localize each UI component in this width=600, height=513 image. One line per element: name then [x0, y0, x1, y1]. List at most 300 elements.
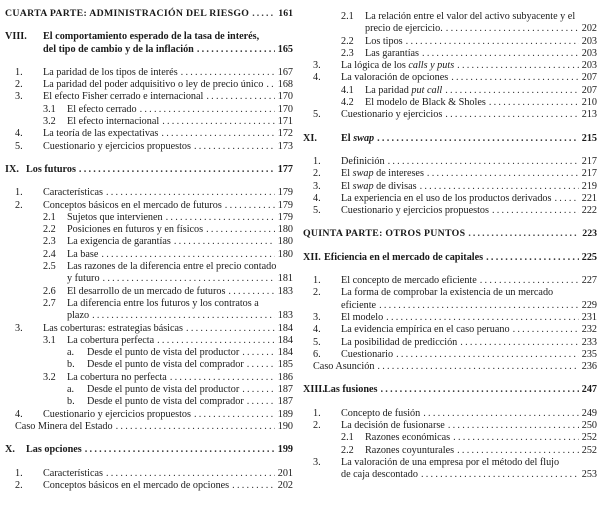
toc-entry[interactable]	[5, 236, 293, 248]
toc-entry[interactable]	[5, 261, 293, 273]
dot-leader	[197, 44, 275, 56]
entry-number: 2.2	[341, 35, 354, 47]
dot-leader	[106, 187, 275, 199]
entry-number: 3.	[313, 456, 321, 468]
toc-chapter-heading[interactable]	[5, 164, 293, 176]
page-number: 179	[277, 187, 293, 199]
dot-leader	[194, 409, 275, 421]
entry-title: El comportamiento esperado de la tasa de interés,	[43, 31, 260, 43]
dot-leader	[157, 335, 275, 347]
text-segment: El	[341, 132, 354, 144]
page-number: 203	[581, 60, 597, 72]
dot-leader	[513, 324, 579, 336]
dot-leader	[492, 205, 579, 217]
text-segment: de intereses	[373, 168, 424, 180]
toc-entry[interactable]	[5, 187, 293, 199]
page-number: 247	[581, 384, 597, 396]
toc-entry[interactable]	[5, 91, 293, 103]
dot-leader	[232, 480, 275, 492]
page-number: 167	[277, 66, 293, 78]
page-number: 184	[277, 322, 293, 334]
entry-title: El concepto de mercado eficiente	[341, 275, 477, 287]
toc-entry[interactable]	[5, 128, 293, 140]
toc-entry[interactable]	[5, 384, 293, 396]
toc-entry[interactable]	[303, 445, 597, 457]
entry-number: 5.	[15, 140, 23, 152]
toc-chapter-heading[interactable]	[5, 31, 293, 43]
toc-entry-continuation	[5, 44, 293, 56]
entry-title: Razones económicas	[365, 432, 451, 444]
entry-number: 1.	[313, 275, 321, 287]
toc-entry[interactable]	[303, 361, 597, 373]
entry-title: QUINTA PARTE: OTROS PUNTOS	[303, 228, 466, 240]
toc-entry[interactable]	[303, 337, 597, 349]
page-number: 217	[581, 168, 597, 180]
page-number: 221	[581, 192, 597, 204]
dot-leader	[79, 164, 275, 176]
toc-entry[interactable]	[303, 60, 597, 72]
text-segment: La paridad	[365, 84, 412, 96]
entry-number: 2.	[313, 420, 321, 432]
entry-title: La paridad de los tipos de interés	[43, 66, 178, 78]
entry-number: 3.1	[43, 334, 56, 346]
toc-entry[interactable]	[5, 421, 293, 433]
dot-leader	[379, 300, 579, 312]
toc-entry[interactable]	[5, 480, 293, 492]
page-number: 186	[277, 371, 293, 383]
dot-leader	[460, 337, 579, 349]
dot-leader	[252, 8, 275, 20]
entry-title: La paridad del poder adquisitivo o ley de precio único	[43, 79, 264, 91]
dot-leader	[420, 181, 579, 193]
entry-title: Concepto de fusión	[341, 407, 421, 419]
toc-entry[interactable]	[5, 286, 293, 298]
toc-entry[interactable]	[5, 141, 293, 153]
entry-title: Las fusiones	[324, 384, 378, 396]
entry-number: b.	[67, 359, 75, 371]
dot-leader	[554, 193, 579, 205]
page-number: 253	[581, 469, 597, 481]
toc-entry-continuation	[303, 300, 597, 312]
entry-number: 3.2	[43, 371, 56, 383]
dot-leader	[242, 347, 275, 359]
entry-number: 2.3	[43, 236, 56, 248]
page-number: 187	[277, 384, 293, 396]
entry-title: Cuestionario	[341, 348, 394, 360]
toc-entry[interactable]	[5, 224, 293, 236]
dot-leader	[468, 228, 579, 240]
entry-title: El desarrollo de un mercado de futuros	[67, 285, 226, 297]
dot-leader	[427, 168, 579, 180]
entry-title: Las razones de la diferencia entre el precio contado	[67, 261, 277, 273]
entry-title-continuation: plazo	[67, 310, 90, 322]
toc-entry[interactable]	[5, 335, 293, 347]
entry-number: 4.	[313, 192, 321, 204]
page-number: 232	[581, 324, 597, 336]
entry-title: La evidencia empírica en el caso peruano	[341, 324, 510, 336]
entry-title: La exigencia de garantías	[67, 236, 171, 248]
page-number: 217	[581, 155, 597, 167]
page-number: 184	[277, 347, 293, 359]
dot-leader	[103, 273, 275, 285]
entry-number: 4.	[15, 128, 23, 140]
page-number: 170	[277, 91, 293, 103]
entry-title: Desde el punto de vista del productor	[87, 384, 240, 396]
entry-title: El efecto cerrado	[67, 103, 137, 115]
dot-leader	[396, 349, 579, 361]
dot-leader	[489, 97, 579, 109]
entry-title: La cobertura no perfecta	[67, 371, 167, 383]
entry-number: 3.	[15, 91, 23, 103]
toc-entry[interactable]	[5, 116, 293, 128]
entry-title: La valoración de opciones	[341, 72, 449, 84]
toc-entry[interactable]	[5, 359, 293, 371]
toc-entry[interactable]	[303, 275, 597, 287]
dot-leader	[166, 212, 275, 224]
page-number: 181	[277, 273, 293, 285]
entry-number: 1.	[313, 155, 321, 167]
entry-title: Características	[43, 187, 103, 199]
toc-entry[interactable]	[303, 349, 597, 361]
entry-title: Conceptos básicos en el mercado de opciones	[43, 479, 230, 491]
page-number: 222	[581, 205, 597, 217]
page-number: 187	[277, 396, 293, 408]
entry-number: 2.1	[341, 11, 354, 22]
page-number: 203	[581, 35, 597, 47]
entry-number: 2.2	[341, 444, 354, 456]
entry-title: Caso Minera del Estado	[15, 420, 113, 432]
entry-title: Los tipos	[365, 35, 403, 47]
page-number: 249	[581, 407, 597, 419]
entry-number: 2.	[313, 287, 321, 299]
toc-entry[interactable]	[5, 200, 293, 212]
page-number: 161	[278, 8, 293, 19]
toc-entry[interactable]	[5, 104, 293, 116]
page-number: 207	[581, 84, 597, 96]
page-number: 225	[581, 251, 597, 263]
entry-number: 3.	[313, 311, 321, 323]
entry-number: 2.1	[341, 432, 354, 444]
entry-number: 2.	[15, 199, 23, 211]
page-number: 252	[581, 432, 597, 444]
toc-entry[interactable]	[303, 85, 597, 97]
entry-number: X.	[5, 444, 15, 456]
entry-title: La forma de comprobar la existencia de un mercado	[341, 287, 554, 299]
dot-leader	[480, 275, 579, 287]
toc-entry[interactable]	[5, 212, 293, 224]
italic-term: swap	[352, 180, 374, 192]
entry-title: Eficiencia en el mercado de capitales	[324, 251, 484, 263]
page-number: 199	[277, 444, 293, 456]
text-segment: La lógica de los	[341, 60, 409, 72]
toc-entry[interactable]	[303, 181, 597, 193]
dot-leader	[377, 361, 579, 373]
entry-title	[365, 85, 442, 97]
toc-entry[interactable]	[303, 193, 597, 205]
entry-title-continuation: precio de ejercicio.	[365, 23, 443, 35]
entry-number: 2.2	[43, 224, 56, 236]
dot-leader	[206, 224, 275, 236]
toc-entry[interactable]	[5, 396, 293, 408]
entry-number: 6.	[313, 348, 321, 360]
toc-column-left	[5, 8, 293, 492]
entry-number: 3.1	[43, 103, 56, 115]
entry-title	[341, 133, 374, 145]
italic-term: put call	[411, 84, 443, 96]
dot-leader	[386, 312, 579, 324]
entry-number: 2.1	[43, 211, 56, 223]
entry-number: VIII.	[5, 31, 27, 43]
toc-entry[interactable]	[303, 156, 597, 168]
entry-title	[341, 168, 424, 180]
entry-title: Las garantías	[365, 47, 420, 59]
entry-number: 1.	[15, 66, 23, 78]
page-number: 183	[277, 310, 293, 322]
entry-title: Las coberturas: estrategias básicas	[43, 322, 184, 334]
dot-leader	[446, 23, 579, 35]
entry-title: La experiencia en el uso de los productos derivados	[341, 192, 552, 204]
entry-number: 4.	[15, 408, 23, 420]
entry-number: 4.	[313, 72, 321, 84]
page-number: 227	[581, 275, 597, 287]
toc-entry[interactable]	[303, 109, 597, 121]
entry-title: La cobertura perfecta	[67, 334, 155, 346]
dot-leader	[186, 323, 275, 335]
page-number: 229	[581, 299, 597, 311]
page-number: 201	[277, 467, 293, 479]
toc-entry[interactable]	[5, 468, 293, 480]
page-number: 219	[581, 180, 597, 192]
page-number: 203	[581, 47, 597, 59]
toc-entry-continuation	[5, 273, 293, 285]
entry-title-continuation: del tipo de cambio y de la inflación	[43, 43, 194, 55]
dot-leader	[486, 252, 579, 264]
dot-leader	[106, 468, 275, 480]
dot-leader	[377, 133, 579, 145]
page-number: 183	[277, 285, 293, 297]
toc-entry[interactable]	[5, 323, 293, 335]
entry-number: 5.	[313, 205, 321, 217]
dot-leader	[101, 249, 275, 261]
entry-number: 2.	[313, 168, 321, 180]
toc-part-heading[interactable]	[303, 228, 597, 240]
toc-entry[interactable]	[303, 72, 597, 84]
toc-entry[interactable]	[303, 36, 597, 48]
page-number: 210	[581, 97, 597, 109]
toc-entry-continuation	[5, 310, 293, 322]
dot-leader	[162, 116, 275, 128]
entry-title: La diferencia entre los futuros y los contratos a	[67, 297, 259, 309]
entry-title-continuation: y futuro	[67, 273, 100, 285]
page-number: 189	[277, 408, 293, 420]
entry-number: 2.	[15, 479, 23, 491]
toc-entry[interactable]	[303, 205, 597, 217]
text-segment: El	[341, 180, 353, 192]
entry-title: Cuestionario y ejercicios propuestos	[43, 140, 191, 152]
toc-chapter-heading[interactable]	[303, 252, 597, 264]
entry-title: La decisión de fusionarse	[341, 420, 445, 432]
toc-entry[interactable]	[303, 97, 597, 109]
entry-number: 4.	[313, 324, 321, 336]
dot-leader	[206, 91, 275, 103]
entry-number: 3.	[15, 322, 23, 334]
dot-leader	[194, 141, 275, 153]
toc-entry[interactable]	[5, 347, 293, 359]
dot-leader	[448, 420, 579, 432]
dot-leader	[85, 444, 275, 456]
dot-leader	[421, 469, 579, 481]
entry-number: 2.6	[43, 285, 56, 297]
toc-entry[interactable]	[303, 457, 597, 469]
dot-leader	[242, 384, 275, 396]
toc-chapter-heading[interactable]	[5, 444, 293, 456]
entry-number: 5.	[313, 109, 321, 121]
entry-title: La valoración de una empresa por el método del flujo	[341, 456, 560, 468]
entry-number: 3.	[313, 180, 321, 192]
toc-entry[interactable]	[5, 79, 293, 91]
entry-title: Cuestionario y ejercicios propuestos	[43, 408, 191, 420]
toc-entry-continuation	[303, 469, 597, 481]
page-number: 168	[277, 79, 293, 91]
page-number: 233	[581, 336, 597, 348]
page-number: 231	[581, 311, 597, 323]
page-number: 202	[277, 479, 293, 491]
page-number: 184	[277, 334, 293, 346]
entry-title-continuation: eficiente	[341, 299, 377, 311]
entry-title: La teoría de las expectativas	[43, 128, 159, 140]
dot-leader	[170, 372, 275, 384]
page-number: 177	[277, 163, 293, 175]
dot-leader	[161, 128, 275, 140]
entry-title: La base	[67, 248, 99, 260]
toc-entry[interactable]	[303, 312, 597, 324]
page-number: 223	[582, 228, 597, 240]
entry-title: Desde el punto de vista del productor	[87, 347, 240, 359]
dot-leader	[140, 104, 275, 116]
page-number: 171	[277, 116, 293, 128]
entry-number: 1.	[15, 467, 23, 479]
dot-leader	[181, 67, 275, 79]
toc-entry[interactable]	[303, 408, 597, 420]
dot-leader	[266, 79, 275, 91]
entry-title: El efecto internacional	[67, 116, 160, 128]
entry-title: Posiciones en futuros y en físicos	[67, 224, 204, 236]
entry-number: IX.	[5, 163, 19, 175]
page-number: 173	[277, 140, 293, 152]
dot-leader	[381, 384, 580, 396]
entry-number: 2.	[15, 79, 23, 91]
dot-leader	[423, 408, 579, 420]
entry-number: XI.	[303, 132, 317, 144]
page-number: 180	[277, 236, 293, 248]
toc-chapter-heading[interactable]	[303, 384, 597, 396]
entry-title	[341, 60, 454, 72]
toc-entry-continuation	[303, 23, 597, 35]
dot-leader	[247, 396, 275, 408]
entry-number: b.	[67, 396, 75, 408]
page-number: 190	[277, 420, 293, 432]
entry-number: 2.7	[43, 297, 56, 309]
entry-title: Conceptos básicos en el mercado de futuros	[43, 199, 222, 211]
page-number: 185	[277, 359, 293, 371]
dot-leader	[457, 445, 579, 457]
toc-chapter-heading[interactable]	[303, 133, 597, 145]
toc-entry[interactable]	[5, 298, 293, 310]
page-number: 235	[581, 348, 597, 360]
toc-entry[interactable]	[5, 249, 293, 261]
toc-part-heading[interactable]	[5, 8, 293, 20]
page-number: 179	[277, 211, 293, 223]
toc-entry[interactable]	[303, 420, 597, 432]
entry-title: La relación entre el valor del activo subyacente y el	[365, 11, 576, 22]
toc-entry[interactable]	[303, 48, 597, 60]
toc-entry[interactable]	[303, 11, 597, 23]
dot-leader	[406, 36, 579, 48]
entry-number: XIII.	[303, 384, 325, 396]
dot-leader	[451, 72, 579, 84]
toc-entry[interactable]	[303, 168, 597, 180]
dot-leader	[445, 109, 579, 121]
entry-number: 3.	[313, 60, 321, 72]
page-number: 207	[581, 72, 597, 84]
toc-entry[interactable]	[303, 287, 597, 299]
entry-title: Las opciones	[26, 444, 82, 456]
entry-title: La posibilidad de predicción	[341, 336, 458, 348]
entry-title: CUARTA PARTE: ADMINISTRACIÓN DEL RIESGO	[5, 8, 250, 19]
entry-title: Cuestionario y ejercicios propuestos	[341, 205, 489, 217]
dot-leader	[422, 48, 579, 60]
entry-title: El modelo de Black & Sholes	[365, 97, 486, 109]
page-number: 252	[581, 444, 597, 456]
page-number: 165	[277, 43, 293, 55]
page-number: 215	[581, 132, 597, 144]
dot-leader	[92, 310, 275, 322]
entry-number: 4.1	[341, 84, 354, 96]
toc-entry[interactable]	[5, 67, 293, 79]
entry-number: 3.2	[43, 116, 56, 128]
entry-number: a.	[67, 347, 75, 359]
entry-title-continuation: de caja descontado	[341, 469, 418, 481]
toc-entry[interactable]	[5, 409, 293, 421]
dot-leader	[445, 85, 579, 97]
page-number: 250	[581, 420, 597, 432]
entry-title: El efecto Fisher cerrado e internacional	[43, 91, 204, 103]
entry-number: 4.2	[341, 97, 354, 109]
text-segment: de divisas	[373, 180, 417, 192]
dot-leader	[228, 286, 275, 298]
entry-number: 2.5	[43, 261, 56, 273]
entry-number: 5.	[313, 336, 321, 348]
text-segment: El	[341, 168, 353, 180]
entry-number: 2.3	[341, 47, 354, 59]
page-number: 180	[277, 224, 293, 236]
entry-title: Definición	[341, 155, 385, 167]
toc-entry[interactable]	[5, 372, 293, 384]
page-number: 179	[277, 199, 293, 211]
page-number: 170	[277, 103, 293, 115]
toc-entry[interactable]	[303, 324, 597, 336]
entry-title	[341, 181, 417, 193]
toc-entry[interactable]	[303, 432, 597, 444]
entry-title: Desde el punto de vista del comprador	[87, 396, 244, 408]
italic-term: swap	[353, 132, 375, 144]
entry-title: El modelo	[341, 311, 384, 323]
page-number: 202	[581, 23, 597, 35]
dot-leader	[453, 432, 579, 444]
dot-leader	[247, 359, 275, 371]
italic-term: swap	[352, 168, 374, 180]
entry-title: Características	[43, 467, 103, 479]
